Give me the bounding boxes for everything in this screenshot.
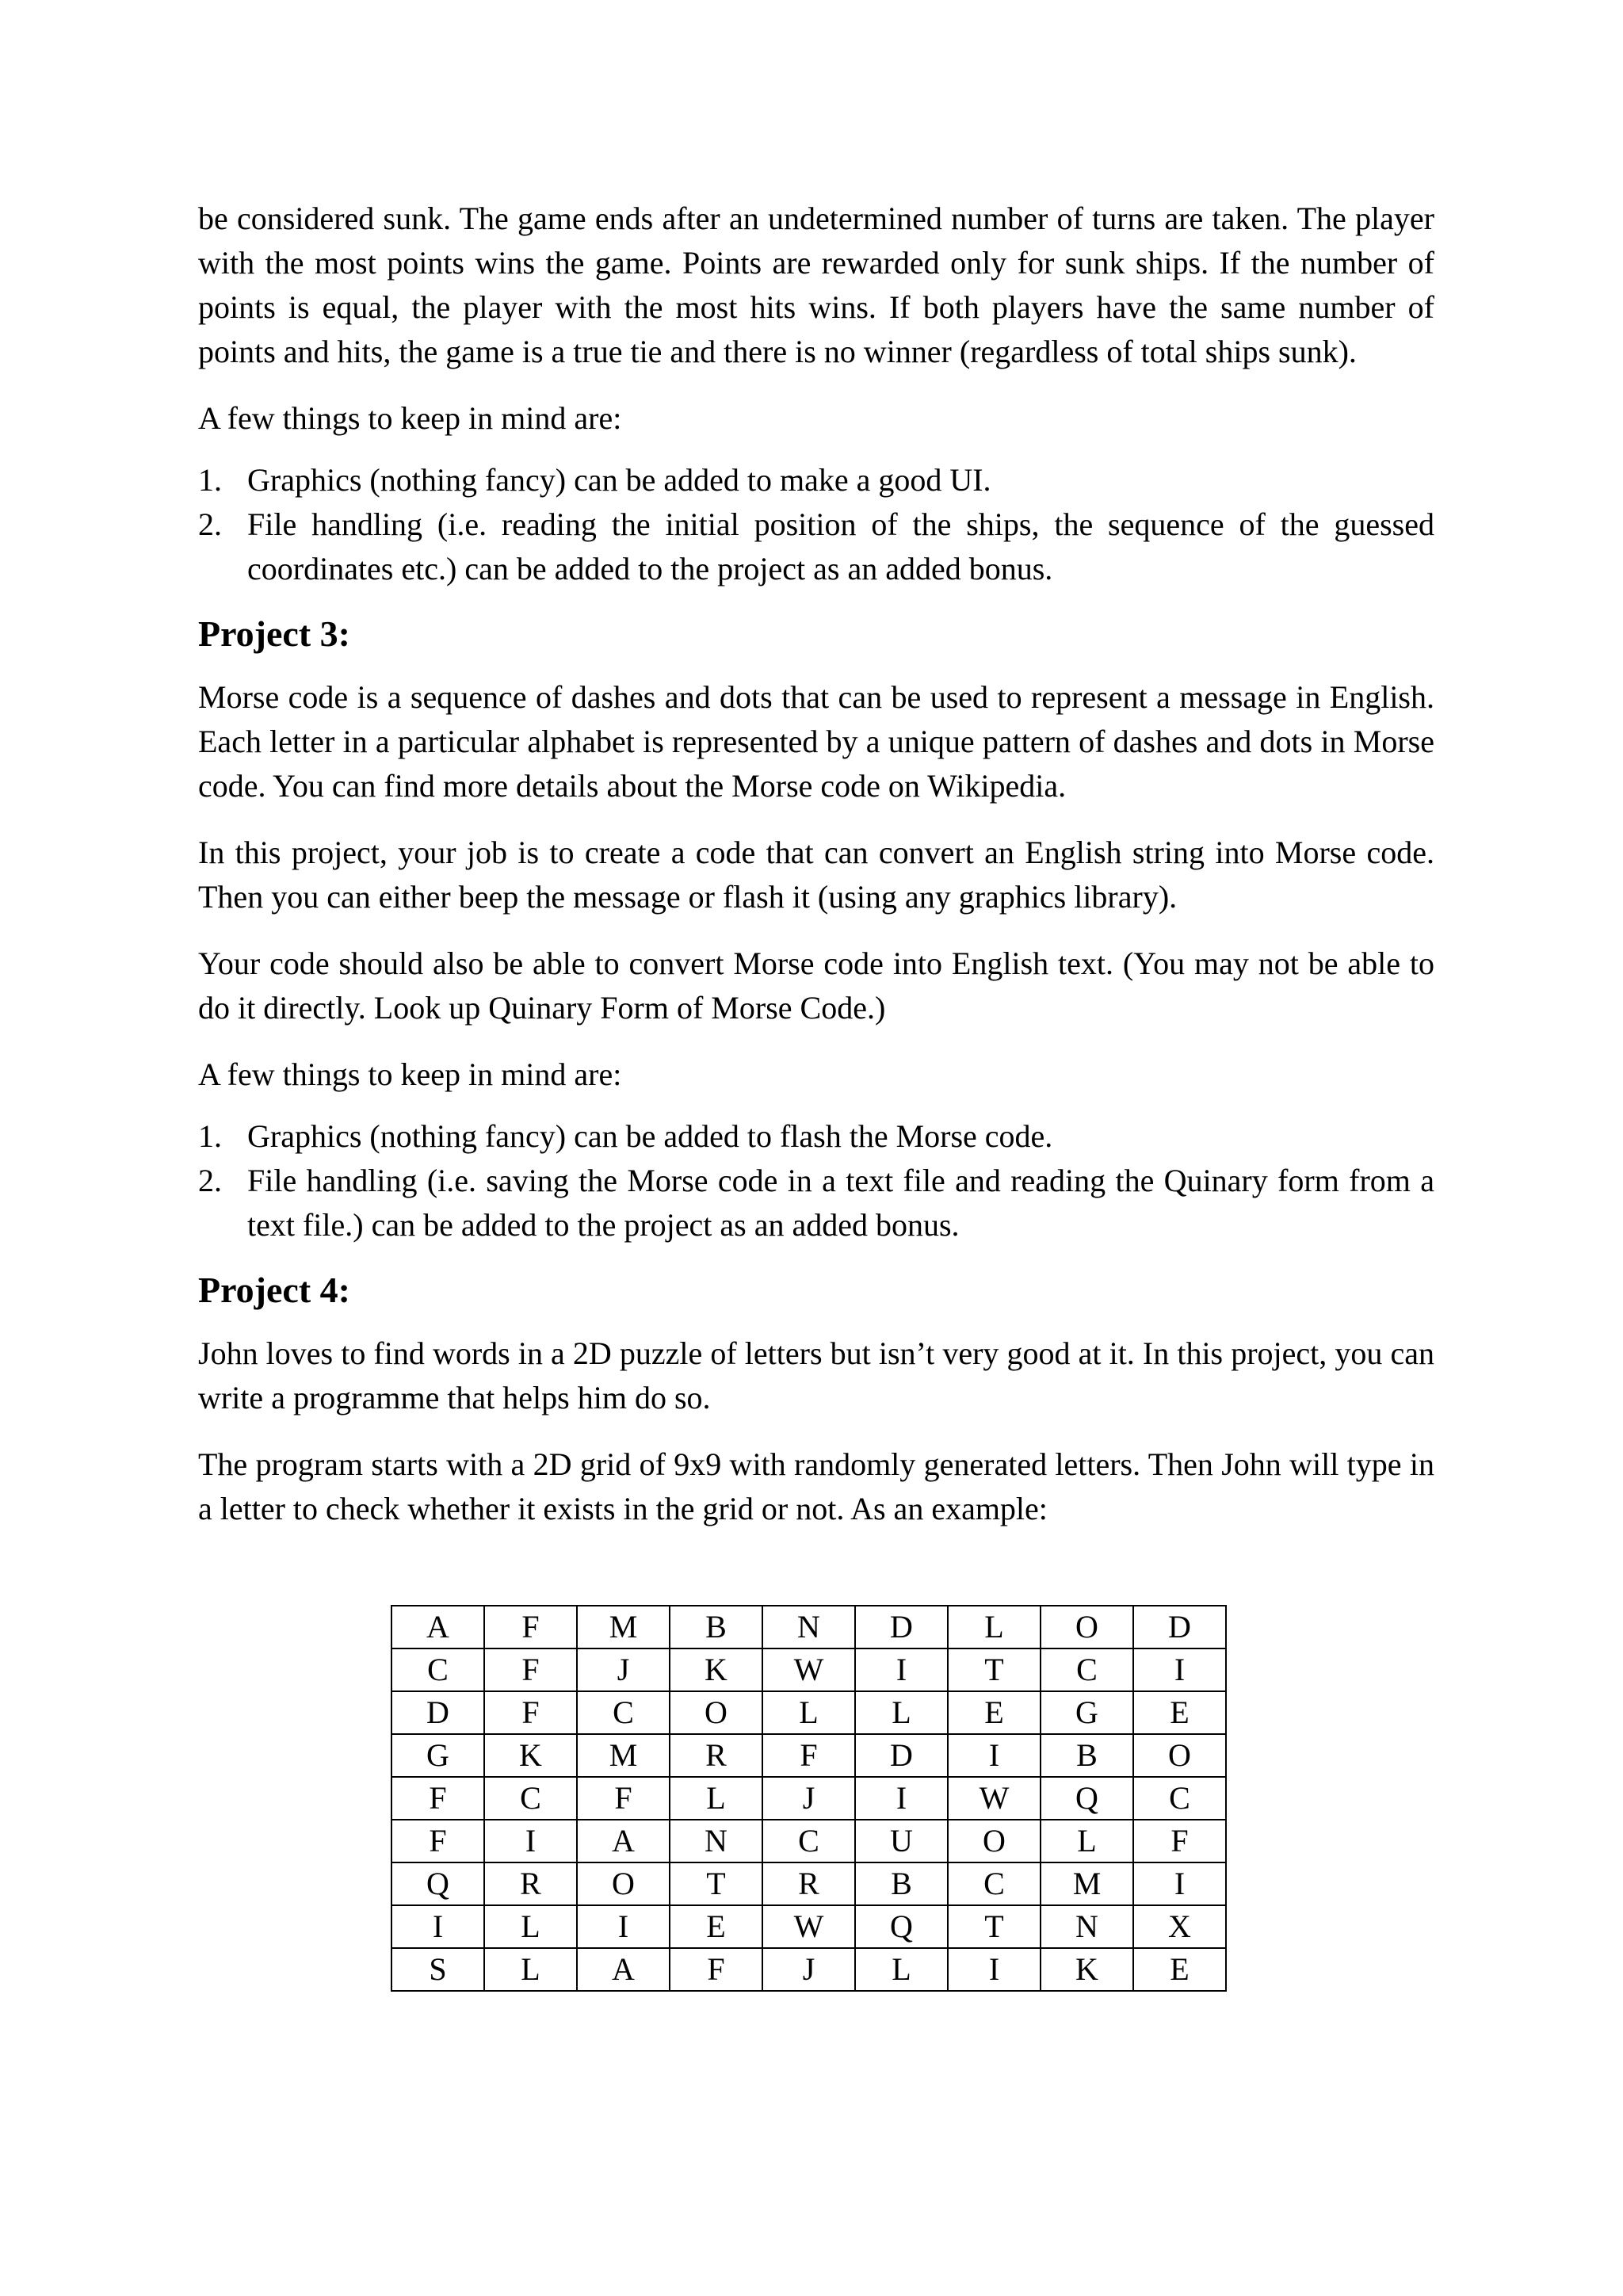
grid-cell: W	[762, 1648, 855, 1691]
grid-cell: O	[670, 1691, 762, 1734]
grid-cell: O	[1133, 1734, 1226, 1777]
grid-cell: E	[948, 1691, 1041, 1734]
grid-cell: R	[670, 1734, 762, 1777]
grid-cell: R	[484, 1862, 577, 1905]
grid-cell: E	[670, 1905, 762, 1948]
grid-cell: C	[577, 1691, 670, 1734]
grid-row	[391, 1820, 1226, 1862]
grid-cell: L	[1041, 1820, 1133, 1862]
grid-row	[391, 1862, 1226, 1905]
project-4-paragraph-1: John loves to find words in a 2D puzzle of letters but isn’t very good at it. In this project, you can write a programme that helps him do so.	[198, 1335, 1434, 1415]
project-4-heading: Project 4:	[198, 1270, 350, 1310]
grid-row	[391, 1905, 1226, 1948]
grid-cell: F	[1133, 1820, 1226, 1862]
document-page	[198, 197, 1434, 1553]
grid-cell: W	[948, 1777, 1041, 1820]
grid-cell: W	[762, 1905, 855, 1948]
keep-in-mind-label: A few things to keep in mind are:	[198, 1056, 622, 1092]
grid-cell: I	[855, 1777, 948, 1820]
grid-cell: O	[577, 1862, 670, 1905]
grid-cell: C	[391, 1648, 484, 1691]
grid-cell: L	[855, 1948, 948, 1991]
grid-cell: K	[670, 1648, 762, 1691]
grid-cell: I	[577, 1905, 670, 1948]
grid-cell: X	[1133, 1905, 1226, 1948]
grid-cell: A	[577, 1948, 670, 1991]
grid-cell: N	[762, 1606, 855, 1648]
grid-cell: F	[484, 1606, 577, 1648]
grid-cell: I	[855, 1648, 948, 1691]
grid-cell: G	[391, 1734, 484, 1777]
grid-cell: K	[484, 1734, 577, 1777]
grid-cell: M	[1041, 1862, 1133, 1905]
grid-row	[391, 1691, 1226, 1734]
grid-cell: L	[670, 1777, 762, 1820]
grid-cell: C	[1041, 1648, 1133, 1691]
grid-cell: D	[1133, 1606, 1226, 1648]
grid-cell: F	[670, 1948, 762, 1991]
list-2	[198, 1114, 1434, 1247]
grid-cell: A	[391, 1606, 484, 1648]
grid-cell: Q	[391, 1862, 484, 1905]
grid-cell: L	[484, 1905, 577, 1948]
list-number: 1.	[198, 1118, 222, 1154]
grid-cell: I	[391, 1905, 484, 1948]
grid-row	[391, 1606, 1226, 1648]
grid-cell: J	[762, 1777, 855, 1820]
list-item-text: Graphics (nothing fancy) can be added to make a good UI.	[247, 462, 991, 498]
project-3-heading: Project 3:	[198, 613, 350, 654]
grid-row	[391, 1948, 1226, 1991]
grid-cell: C	[948, 1862, 1041, 1905]
grid-cell: T	[948, 1648, 1041, 1691]
grid-cell: L	[855, 1691, 948, 1734]
list-item	[198, 458, 1434, 502]
grid-cell: I	[948, 1734, 1041, 1777]
list-item-text: Graphics (nothing fancy) can be added to flash the Morse code.	[247, 1118, 1053, 1154]
grid-cell: I	[1133, 1862, 1226, 1905]
grid-cell: U	[855, 1820, 948, 1862]
grid-cell: G	[1041, 1691, 1133, 1734]
grid-cell: A	[577, 1820, 670, 1862]
list-number: 2.	[198, 506, 222, 542]
list-item-text: File handling (i.e. reading the initial position of the ships, the sequence of the guessed coordinates etc.) can be added to the project as an added bonus.	[247, 506, 1434, 586]
grid-cell: O	[1041, 1606, 1133, 1648]
grid-row	[391, 1734, 1226, 1777]
list-item-text: File handling (i.e. saving the Morse code in a text file and reading the Quinary form from a text file.) can be added to the project as an added bonus.	[247, 1163, 1434, 1243]
grid-cell: R	[762, 1862, 855, 1905]
grid-cell: F	[391, 1777, 484, 1820]
grid-cell: B	[1041, 1734, 1133, 1777]
grid-cell: E	[1133, 1948, 1226, 1991]
grid-cell: M	[577, 1734, 670, 1777]
project-3-paragraph-3: Your code should also be able to convert Morse code into English text. (You may not be able to do it directly. Look up Quinary Form of Morse Code.)	[198, 946, 1434, 1026]
grid-cell: I	[484, 1820, 577, 1862]
grid-cell: F	[391, 1820, 484, 1862]
grid-cell: B	[670, 1606, 762, 1648]
grid-cell: L	[484, 1948, 577, 1991]
list-number: 1.	[198, 462, 222, 498]
keep-in-mind-label: A few things to keep in mind are:	[198, 400, 622, 436]
list-item	[198, 502, 1434, 591]
grid-cell: I	[1133, 1648, 1226, 1691]
list-item	[198, 1114, 1434, 1159]
grid-cell: Q	[855, 1905, 948, 1948]
grid-cell: T	[670, 1862, 762, 1905]
list-number: 2.	[198, 1163, 222, 1198]
grid-cell: E	[1133, 1691, 1226, 1734]
grid-cell: C	[1133, 1777, 1226, 1820]
grid-cell: F	[484, 1648, 577, 1691]
grid-cell: F	[484, 1691, 577, 1734]
grid-cell: N	[670, 1820, 762, 1862]
grid-cell: O	[948, 1820, 1041, 1862]
grid-row	[391, 1648, 1226, 1691]
grid-cell: S	[391, 1948, 484, 1991]
grid-cell: F	[577, 1777, 670, 1820]
grid-cell: L	[762, 1691, 855, 1734]
grid-cell: B	[855, 1862, 948, 1905]
grid-cell: K	[1041, 1948, 1133, 1991]
grid-cell: Q	[1041, 1777, 1133, 1820]
grid-cell: D	[855, 1734, 948, 1777]
grid-cell: J	[762, 1948, 855, 1991]
grid-cell: C	[484, 1777, 577, 1820]
grid-cell: J	[577, 1648, 670, 1691]
list-1	[198, 458, 1434, 591]
grid-cell: N	[1041, 1905, 1133, 1948]
grid-cell: D	[391, 1691, 484, 1734]
project-3-paragraph-1: Morse code is a sequence of dashes and dots that can be used to represent a message in English. Each letter in a particular alphabet is represented by a unique pattern of dashes and dots in Morse code. You can find more details about the Morse code on Wikipedia.	[198, 679, 1434, 804]
grid-cell: C	[762, 1820, 855, 1862]
grid-cell: T	[948, 1905, 1041, 1948]
grid-cell: F	[762, 1734, 855, 1777]
grid-row	[391, 1777, 1226, 1820]
letter-grid	[391, 1605, 1227, 1992]
project-3-paragraph-2: In this project, your job is to create a code that can convert an English string into Morse code. Then you can either beep the message or flash it (using any graphics library).	[198, 835, 1434, 915]
grid-cell: I	[948, 1948, 1041, 1991]
list-item	[198, 1159, 1434, 1247]
project-4-paragraph-2: The program starts with a 2D grid of 9x9 with randomly generated letters. Then John will type in a letter to check whether it exists in the grid or not. As an example:	[198, 1446, 1434, 1526]
grid-cell: L	[948, 1606, 1041, 1648]
grid-cell: D	[855, 1606, 948, 1648]
grid-cell: M	[577, 1606, 670, 1648]
intro-paragraph: be considered sunk. The game ends after an undetermined number of turns are taken. The player with the most points wins the game. Points are rewarded only for sunk ships. If the number of points is equal, the player with the most hits wins. If both players have the same number of points and hits, the game is a true tie and there is no winner (regardless of total ships sunk).	[198, 201, 1434, 369]
